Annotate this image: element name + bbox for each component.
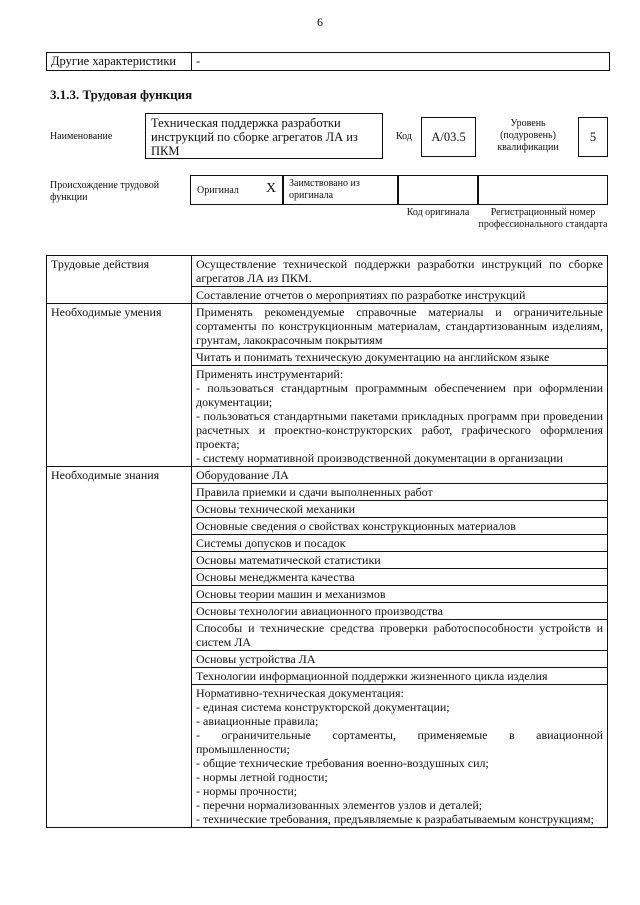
actions-category: Трудовые действия xyxy=(47,256,192,304)
function-name-box: Техническая поддержка разработки инструкций по сборке агрегатов ЛА из ПКМ xyxy=(145,113,383,159)
original-code-cell xyxy=(398,175,478,205)
tools-line: Применять инструментарий: xyxy=(196,367,344,381)
table-cell: Основы математической статистики xyxy=(192,552,608,569)
name-label: Наименование xyxy=(50,131,113,142)
origin-original-cell xyxy=(190,175,283,205)
original-code-caption: Код оригинала xyxy=(406,207,470,218)
section-title: 3.1.3. Трудовая функция xyxy=(50,87,193,102)
page-number: 6 xyxy=(317,15,323,29)
borrowed-label: Заимствовано из оригинала xyxy=(283,175,398,205)
table-row xyxy=(47,467,608,484)
knowledge-category: Необходимые знания xyxy=(47,467,192,828)
table-cell: Читать и понимать техническую документацию на английском языке xyxy=(192,349,608,366)
level-label: Уровень (подуровень) квалификации xyxy=(497,118,559,153)
table-cell: Правила приемки и сдачи выполненных работ xyxy=(192,484,608,501)
table-cell: Технологии информационной поддержки жизненного цикла изделия xyxy=(192,668,608,685)
normative-cell xyxy=(192,685,608,828)
normative-line: Нормативно-техническая документация: xyxy=(196,686,404,700)
normative-line: - нормы прочности; xyxy=(196,784,298,798)
table-cell: Составление отчетов о мероприятиях по разработке инструкций xyxy=(192,287,608,304)
table-row xyxy=(47,304,608,349)
table-cell: Способы и технические средства проверки работоспособности устройств и систем ЛА xyxy=(192,620,608,651)
tools-line: - пользоваться стандартными пакетами прикладных программ при проведении расчетных и проектно-конструкторских работ, графического оформления проекта; xyxy=(196,409,603,451)
table-cell: Системы допусков и посадок xyxy=(192,535,608,552)
normative-line: - нормы летной годности; xyxy=(196,770,328,784)
registration-number-cell xyxy=(478,175,608,205)
table-cell: Основы технологии авиационного производства xyxy=(192,603,608,620)
tools-line: - пользоваться стандартным программным обеспечением при оформлении документации; xyxy=(196,381,603,409)
tools-cell xyxy=(192,366,608,467)
table-cell: Основы теории машин и механизмов xyxy=(192,586,608,603)
table-cell: Основные сведения о свойствах конструкционных материалов xyxy=(192,518,608,535)
registration-caption: Регистрационный номер профессионального стандарта xyxy=(478,207,608,230)
other-characteristics-row xyxy=(46,52,610,71)
original-mark: X xyxy=(266,181,277,196)
table-cell: Основы технической механики xyxy=(192,501,608,518)
normative-line: - авиационные правила; xyxy=(196,714,319,728)
tools-line: - систему нормативной производственной документации в организации xyxy=(196,451,563,465)
origin-label: Происхождение трудовой функции xyxy=(50,180,160,203)
normative-line: - общие технические требования военно-воздушных сил; xyxy=(196,756,489,770)
table-cell: Основы устройства ЛА xyxy=(192,651,608,668)
table-row xyxy=(47,256,608,287)
table-cell: Основы менеджмента качества xyxy=(192,569,608,586)
code-box: А/03.5 xyxy=(421,117,476,157)
table-cell: Оборудование ЛА xyxy=(192,467,608,484)
function-details-table xyxy=(46,255,608,828)
skills-category: Необходимые умения xyxy=(47,304,192,467)
normative-line: - единая система конструкторской документации; xyxy=(196,700,450,714)
original-label: Оригинал xyxy=(197,185,239,196)
table-cell: Применять рекомендуемые справочные материалы и ограничительные сортаменты по конструкционным материалам, стандартизованным изделиям, грунтам, лакокрасочным покрытиям xyxy=(192,304,608,349)
normative-line: - перечни нормализованных элементов узлов и деталей; xyxy=(196,798,483,812)
table-cell: Осуществление технической поддержки разработки инструкций по сборке агрегатов ЛА из ПКМ. xyxy=(192,256,608,287)
other-characteristics-value: - xyxy=(196,54,201,68)
other-characteristics-label: Другие характеристики xyxy=(47,53,192,70)
normative-line: - технические требования, предъявляемые к разрабатываемым конструкциям; xyxy=(196,812,594,826)
code-label: Код xyxy=(396,131,412,142)
normative-line: - ограничительные сортаменты, применяемые в авиационной промышленности; xyxy=(196,728,603,756)
level-box: 5 xyxy=(578,117,608,157)
